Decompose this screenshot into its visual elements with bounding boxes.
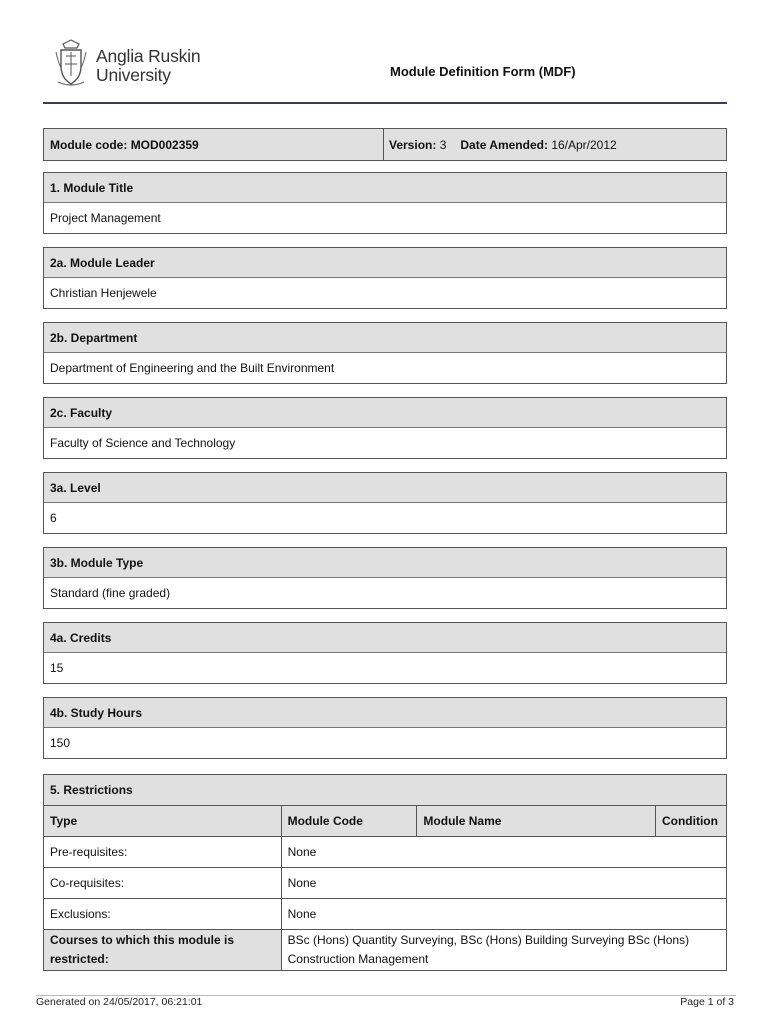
university-logo	[54, 38, 214, 90]
section-heading: 4b. Study Hours	[44, 698, 726, 728]
section-value: 15	[50, 661, 64, 675]
section-value: 150	[50, 736, 71, 750]
date-amended-label: Date Amended:	[460, 137, 548, 152]
section-value: 6	[50, 511, 57, 525]
section-heading: 3b. Module Type	[44, 548, 726, 578]
section-heading: 4a. Credits	[44, 623, 726, 653]
section-value: Christian Henjewele	[50, 286, 157, 300]
version-value: 3	[439, 137, 447, 152]
section-module-leader	[43, 247, 727, 309]
section-value: Department of Engineering and the Built Environment	[50, 361, 335, 375]
logo-line-1: Anglia Ruskin	[96, 46, 201, 66]
table-row	[44, 930, 727, 971]
section-study-hours	[43, 697, 727, 759]
module-code-label: Module code:	[50, 137, 128, 152]
section-heading: 3a. Level	[44, 473, 726, 503]
section-heading: 2b. Department	[44, 323, 726, 353]
module-code-cell	[44, 129, 384, 160]
table-row	[44, 868, 727, 899]
page-number: Page 1 of 3	[680, 996, 734, 1008]
module-code-box	[43, 128, 727, 161]
date-amended-value: 16/Apr/2012	[551, 137, 617, 152]
restrictions-column-headers	[44, 806, 727, 837]
section-heading: 1. Module Title	[44, 173, 726, 203]
column-header-condition: Condition	[655, 806, 726, 837]
column-header-module-name: Module Name	[417, 806, 656, 837]
row-type: Exclusions:	[44, 899, 282, 930]
crest-icon	[54, 38, 88, 88]
column-header-type: Type	[44, 806, 282, 837]
row-value: None	[281, 868, 726, 899]
row-value: None	[281, 837, 726, 868]
row-value: None	[281, 899, 726, 930]
section-value: Standard (fine graded)	[50, 586, 171, 600]
row-type: Pre-requisites:	[44, 837, 282, 868]
page-title: Module Definition Form (MDF)	[390, 64, 576, 79]
row-type: Co-requisites:	[44, 868, 282, 899]
table-row	[44, 899, 727, 930]
section-module-title	[43, 172, 727, 234]
generated-timestamp: Generated on 24/05/2017, 06:21:01	[36, 996, 203, 1008]
version-label: Version:	[389, 137, 437, 152]
logo-line-2: University	[96, 65, 171, 85]
section-faculty	[43, 397, 727, 459]
section-module-type	[43, 547, 727, 609]
section-level	[43, 472, 727, 534]
restrictions-title-row	[44, 775, 727, 806]
section-department	[43, 322, 727, 384]
section-heading: 2c. Faculty	[44, 398, 726, 428]
row-value: BSc (Hons) Quantity Surveying, BSc (Hons) Building Surveying BSc (Hons) Construction Management	[281, 930, 726, 971]
section-heading: 2a. Module Leader	[44, 248, 726, 278]
header-divider	[43, 102, 727, 104]
table-row	[44, 837, 727, 868]
section-value: Project Management	[50, 211, 161, 225]
section-credits	[43, 622, 727, 684]
module-code-value: MOD002359	[130, 137, 199, 152]
restrictions-heading: 5. Restrictions	[44, 775, 727, 806]
version-cell	[384, 129, 726, 160]
row-type: Courses to which this module is restricted:	[44, 930, 282, 971]
restrictions-table	[43, 774, 727, 971]
column-header-module-code: Module Code	[281, 806, 417, 837]
section-value: Faculty of Science and Technology	[50, 436, 236, 450]
logo-wordmark	[96, 47, 200, 85]
